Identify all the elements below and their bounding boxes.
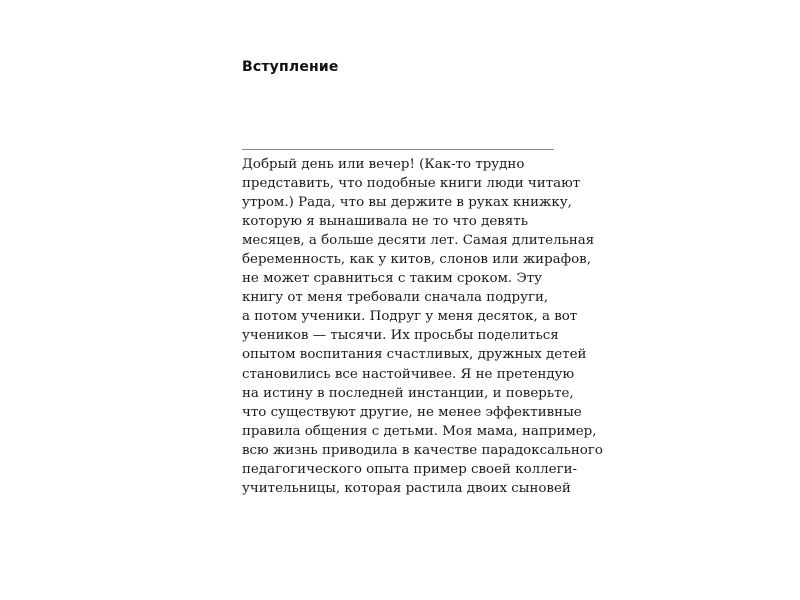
text-line: утром.) Рада, что вы держите в руках книжку, bbox=[242, 195, 572, 211]
text-line: Добрый день или вечер! (Как-то трудно bbox=[242, 157, 525, 172]
text-line: опытом воспитания счастливых, дружных детей bbox=[242, 347, 587, 363]
text-line: правила общения с детьми. Моя мама, например, bbox=[242, 423, 597, 439]
text-line: книгу от меня требовали сначала подруги, bbox=[242, 290, 549, 306]
text-line: месяцев, а больше десяти лет. Самая длительная bbox=[242, 233, 595, 249]
text-line: которую я вынашивала не то что девять bbox=[242, 214, 528, 230]
text-line: учительницы, которая растила двоих сыновей bbox=[242, 480, 571, 496]
text-line: а потом ученики. Подруг у меня десяток, а вот bbox=[242, 309, 578, 325]
body-text bbox=[242, 155, 603, 498]
text-line: всю жизнь приводила в качестве парадоксального bbox=[242, 442, 603, 458]
text-line: педагогического опыта пример своей коллеги- bbox=[242, 461, 578, 477]
text-line: учеников — тысячи. Их просьбы поделиться bbox=[242, 328, 559, 344]
text-line: представить, что подобные книги люди читают bbox=[242, 176, 581, 192]
text-line: что существуют другие, не менее эффективные bbox=[242, 404, 582, 420]
title-divider bbox=[242, 149, 554, 150]
text-line: становились все настойчивее. Я не претендую bbox=[242, 366, 575, 382]
text-line: беременность, как у китов, слонов или жирафов, bbox=[242, 252, 591, 268]
text-line: на истину в последней инстанции, и поверьте, bbox=[242, 385, 574, 401]
text-line: не может сравниться с таким сроком. Эту bbox=[242, 271, 542, 287]
chapter-title: Вступление bbox=[242, 59, 339, 75]
